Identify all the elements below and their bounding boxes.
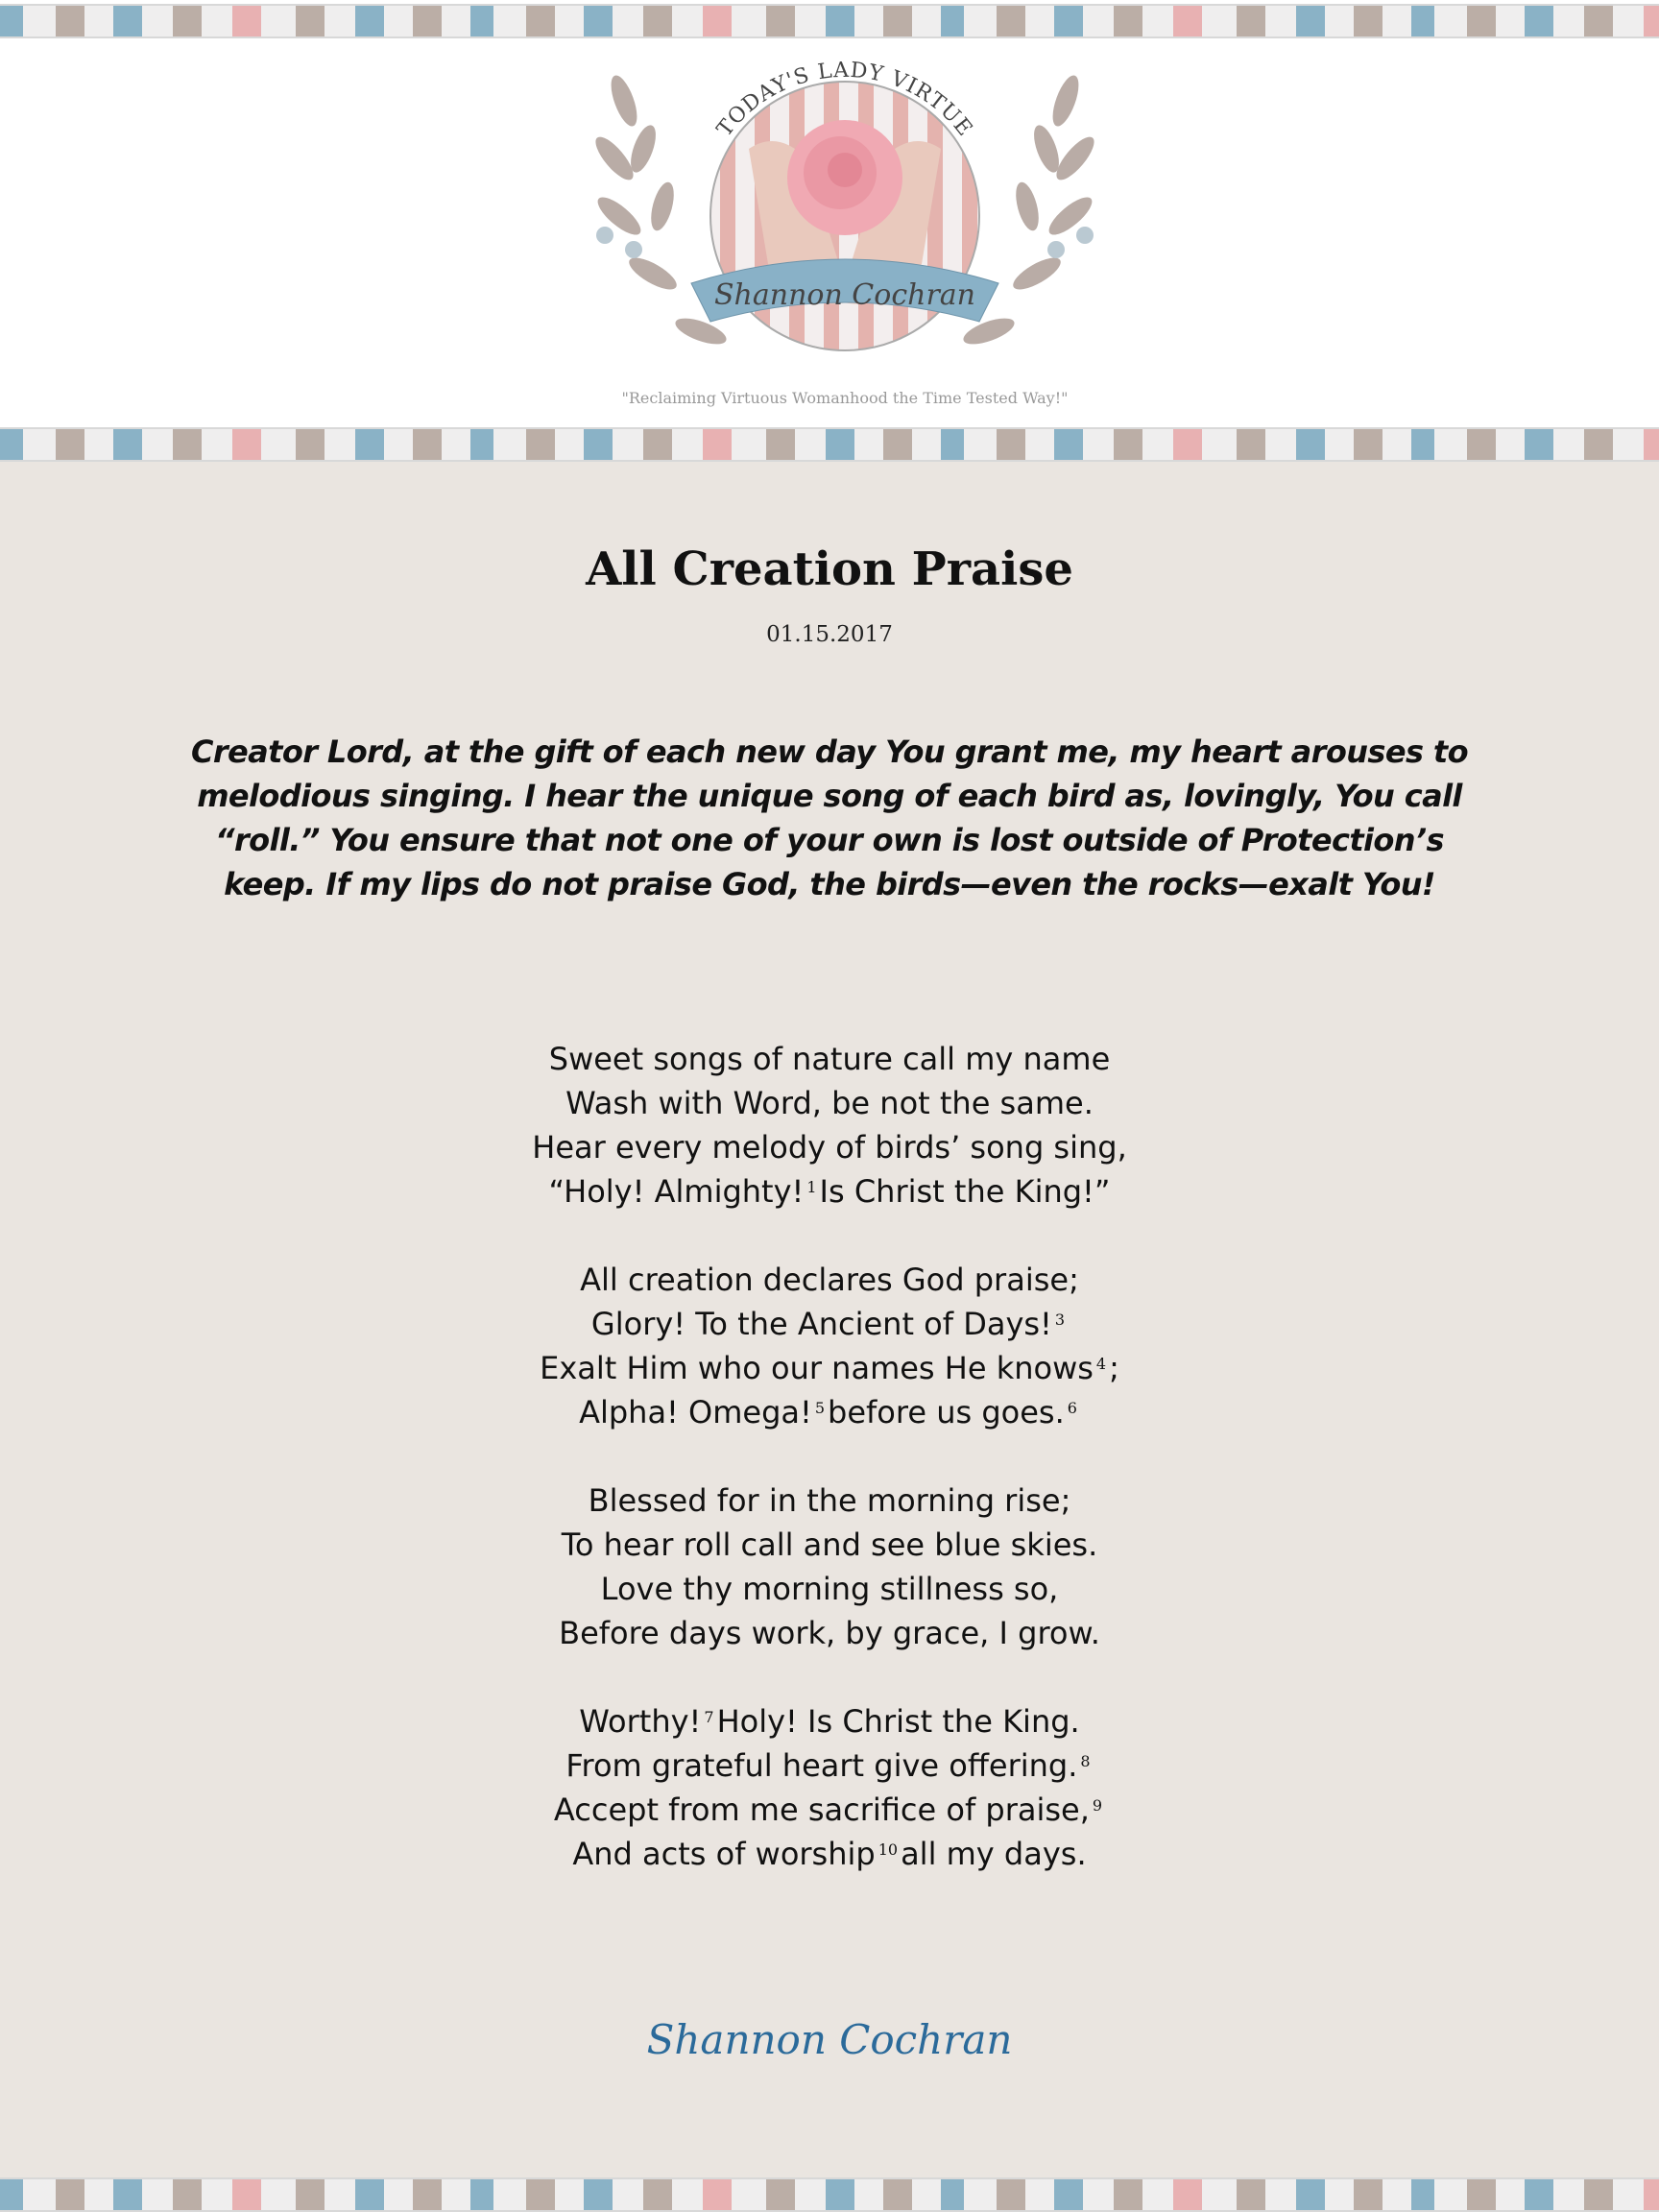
poem-line	[0, 1788, 1659, 1832]
line-text: Glory! To the Ancient of Days!	[590, 1306, 1052, 1342]
footnote-marker[interactable]: 1	[806, 1178, 817, 1196]
intro-paragraph: Creator Lord, at the gift of each new day You grant me, my heart arouses to melodious singing. I hear the unique song of each bird as, lovingly, You call “roll.” You ensure that not one of your own is lost outside of Protection’s keep. If my lips do not praise God, the birds—even the rocks—exalt You!	[190, 733, 1469, 902]
line-text: Before days work, by grace, I grow.	[559, 1615, 1100, 1651]
poem-line	[0, 1346, 1659, 1390]
poem-line	[0, 1125, 1659, 1169]
tagline: "Reclaiming Virtuous Womanhood the Time Tested Way!"	[621, 389, 1069, 407]
poem-line	[0, 1169, 1659, 1214]
poem-stanza	[0, 1037, 1659, 1214]
logo-arc-text: TODAY'S LADY VIRTUE	[712, 58, 977, 142]
top-striped-border	[0, 4, 1659, 38]
line-text: From grateful heart give offering.	[565, 1747, 1078, 1784]
line-text: all my days.	[901, 1836, 1087, 1872]
poem-line	[0, 1743, 1659, 1788]
site-logo[interactable]	[586, 43, 1104, 418]
post-date: 01.15.2017	[766, 622, 893, 647]
site-header	[0, 0, 1659, 461]
footnote-marker[interactable]: 5	[814, 1399, 826, 1417]
poem-line	[0, 1258, 1659, 1302]
line-text: Is Christ the King!”	[819, 1173, 1111, 1210]
bottom-striped-border	[0, 2177, 1659, 2212]
poem-line	[0, 1523, 1659, 1567]
footnote-marker[interactable]: 6	[1067, 1399, 1077, 1417]
footnote-marker[interactable]: 8	[1080, 1752, 1091, 1770]
footnote-marker[interactable]: 3	[1054, 1310, 1066, 1329]
logo-ribbon-text: Shannon Cochran	[713, 278, 976, 312]
poem-line	[0, 1037, 1659, 1081]
poem-stanza	[0, 1699, 1659, 1876]
poem-line	[0, 1302, 1659, 1346]
poem	[0, 1037, 1659, 1920]
header-striped-border	[0, 427, 1659, 462]
line-text: To hear roll call and see blue skies.	[561, 1527, 1098, 1563]
line-text: “Holy! Almighty!	[548, 1173, 805, 1210]
line-text: Exalt Him who our names He knows	[540, 1350, 1094, 1386]
poem-line	[0, 1567, 1659, 1611]
line-text: And acts of worship	[572, 1836, 876, 1872]
poem-stanza	[0, 1479, 1659, 1655]
line-text: before us goes.	[828, 1394, 1065, 1431]
line-text: Accept from me sacrifice of praise,	[553, 1791, 1090, 1828]
line-text: Wash with Word, be not the same.	[565, 1085, 1094, 1121]
line-text: ;	[1109, 1350, 1119, 1386]
footnote-marker[interactable]: 7	[704, 1708, 714, 1726]
author-signature: Shannon Cochran	[646, 2016, 1013, 2063]
footnote-marker[interactable]: 10	[878, 1840, 899, 1859]
line-text: Sweet songs of nature call my name	[548, 1041, 1111, 1077]
post-title: All Creation Praise	[586, 542, 1073, 596]
line-text: Holy! Is Christ the King.	[716, 1703, 1080, 1740]
footnote-marker[interactable]: 9	[1092, 1796, 1103, 1815]
line-text: All creation declares God praise;	[580, 1262, 1079, 1298]
line-text: Blessed for in the morning rise;	[588, 1482, 1071, 1519]
poem-stanza	[0, 1258, 1659, 1434]
poem-line	[0, 1479, 1659, 1523]
footnote-marker[interactable]: 4	[1095, 1355, 1107, 1373]
line-text: Alpha! Omega!	[579, 1394, 812, 1431]
poem-line	[0, 1611, 1659, 1655]
line-text: Hear every melody of birds’ song sing,	[532, 1129, 1127, 1166]
poem-line	[0, 1390, 1659, 1434]
poem-line	[0, 1832, 1659, 1876]
poem-line	[0, 1699, 1659, 1743]
poem-line	[0, 1081, 1659, 1125]
line-text: Worthy!	[579, 1703, 702, 1740]
line-text: Love thy morning stillness so,	[600, 1571, 1059, 1607]
